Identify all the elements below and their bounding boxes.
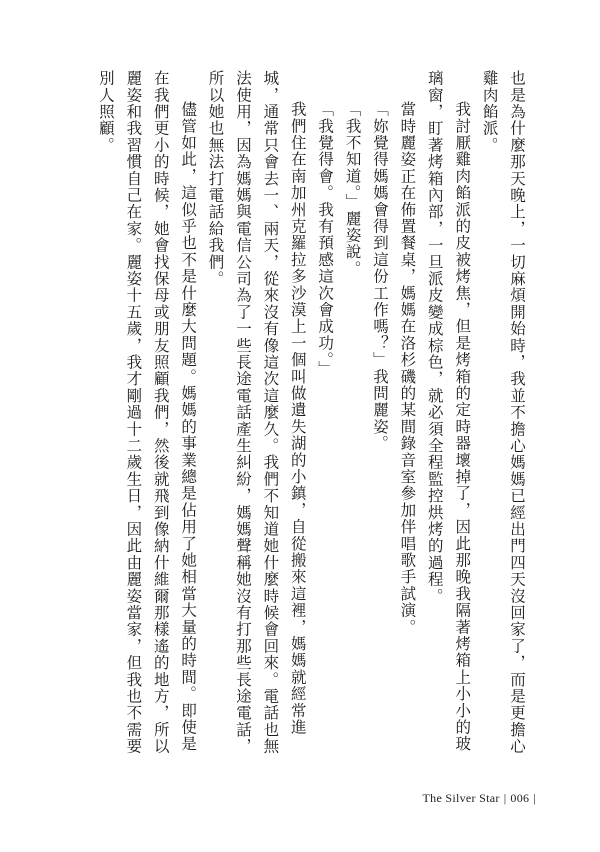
page-number: 006 — [510, 791, 530, 805]
paragraph-5: 「我不知道。」麗姿說。 — [343, 101, 362, 277]
page-footer — [340, 791, 540, 806]
paragraph-1: 也是為什麼那天晚上，一切麻煩開始時，我並不擔心媽媽已經出門四天沒回家了，而是更擔心雞肉餡派。 — [480, 70, 526, 755]
paragraph-2: 我討厭雞肉餡派的皮被烤焦，但是烤箱的定時器壞掉了，因此那晚我隔著烤箱上小小的玻璃窗，盯著烤箱內部，一旦派皮變成棕色，就必須全程監控烘烤的過程。 — [425, 70, 472, 753]
paragraph-8: 儘管如此，這似乎也不是什麼大問題。媽媽的事業總是佔用了她相當大量的時間。即使是在我們更小的時候，她會找保母或朋友照顧我們，然後就飛到像納什維爾那樣遙的地方，所以麗姿和我習慣自己在家。麗姿十五歲，我才剛過十二歲生日，因此由麗姿當家，但我也不需要別人照顧。 — [96, 70, 198, 755]
paragraph-4: 「妳覺得媽媽會得到這份工作嗎？」我問麗姿。 — [370, 101, 389, 452]
paragraph-3: 當時麗姿正在佈置餐桌，媽媽在洛杉磯的某間錄音室參加伴唱歌手試演。 — [398, 101, 417, 636]
body-text — [92, 70, 531, 760]
paragraph-6: 「我覺得會。我有預感這次會成功。」 — [316, 101, 335, 378]
book-title: The Silver Star — [422, 791, 500, 805]
paragraph-7: 我們住在南加州克羅拉多沙漠上一個叫做遺失湖的小鎮，自從搬來這裡，媽媽就經常進城，通常只會去一、兩天，從來沒有像這次這麼久。我們不知道她什麼時候會回來。電話也無法使用，因為媽媽與電信公司為了一些長途電話產生糾紛，媽媽聲稱她沒有打那些長途電話，所以她也無法打電話給我們。 — [206, 70, 307, 755]
footer-divider: | — [503, 791, 507, 805]
footer-trailing-divider: | — [533, 791, 536, 805]
